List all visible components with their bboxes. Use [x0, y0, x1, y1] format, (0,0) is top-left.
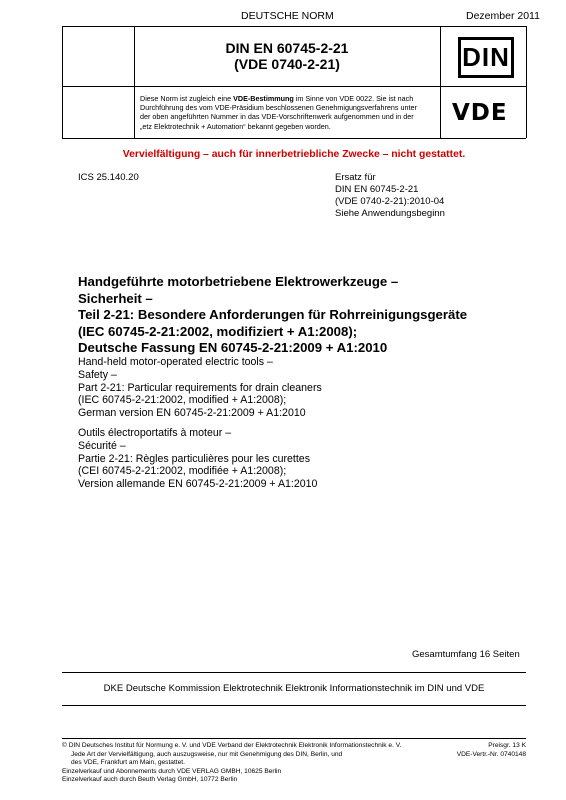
replacement-line-4: Siehe Anwendungsbeginn	[335, 208, 445, 219]
price-info	[440, 742, 526, 759]
sales-line-1: Einzelverkauf und Abonnements durch VDE VERLAG GMBH, 10625 Berlin	[62, 767, 282, 775]
title-en-line-2: Safety –	[78, 368, 117, 381]
document-type: DEUTSCHE NORM	[241, 10, 334, 22]
frame-top-rule	[62, 26, 526, 27]
title-de-line-3: Teil 2-21: Besondere Anforderungen für Rohrreinigungsgeräte	[78, 307, 468, 322]
dke-statement: DKE Deutsche Kommission Elektrotechnik Elektronik Informationstechnik im DIN und VDE	[103, 683, 485, 694]
vde-order-number: VDE-Vertr.-Nr. 0740148	[456, 750, 526, 758]
title-en-line-3: Part 2-21: Particular requirements for drain cleaners	[78, 381, 322, 394]
notice-line-3: der oben angeführten Nummer in das VDE-Vorschriftenwerk aufgenommen und in der	[140, 112, 414, 122]
dke-top-rule	[62, 672, 526, 673]
vde-logo: VDE	[452, 100, 508, 126]
publication-date: Dezember 2011	[466, 10, 540, 22]
replacement-line-1: Ersatz für	[335, 172, 376, 183]
title-fr-line-3: Partie 2-21: Règles particulières pour les curettes	[78, 452, 310, 465]
replacement-line-2: DIN EN 60745-2-21	[335, 184, 419, 195]
copyright-line-3: des VDE, Frankfurt am Main, gestattet.	[71, 759, 185, 767]
title-french	[78, 427, 317, 491]
title-en-line-5: German version EN 60745-2-21:2009 + A1:2010	[78, 407, 306, 420]
copyright-line-2: Jede Art der Vervielfältigung, auch auszugsweise, nur mit Genehmigung des DIN, Berlin, und	[71, 750, 343, 758]
notice-text-rest: im Sinne von VDE 0022. Sie ist nach	[293, 94, 414, 103]
title-german	[78, 274, 467, 357]
price-group: Preisgr. 13 K	[488, 742, 526, 749]
frame-rule-2	[62, 86, 526, 87]
frame-rule-3	[62, 138, 526, 139]
title-de-line-2: Sicherheit –	[78, 290, 153, 306]
title-fr-line-1: Outils électroportatifs à moteur –	[78, 427, 232, 439]
replacement-info	[335, 172, 445, 220]
notice-text-bold: VDE-Bestimmung	[233, 94, 294, 103]
reproduction-warning: Vervielfältigung – auch für innerbetriebliche Zwecke – nicht gestattet.	[122, 149, 466, 160]
din-logo-text: DIN	[462, 42, 510, 72]
copyright-notice	[62, 742, 401, 785]
notice-line-2: Durchführung des vom VDE-Präsidium beschlossenen Genehmigungsverfahrens unter	[140, 103, 417, 113]
notice-line-1	[140, 94, 436, 103]
title-de-line-4: (IEC 60745-2-21:2002, modifiziert + A1:2008);	[78, 323, 358, 339]
ics-code: ICS 25.140.20	[78, 172, 139, 183]
title-english	[78, 356, 322, 420]
copyright-line-1: © DIN Deutsches Institut für Normung e. V. und VDE Verband der Elektrotechnik Elektronik Informationstechnik e. V.	[62, 742, 402, 749]
notice-text-pre: Diese Norm ist zugleich eine	[140, 94, 234, 103]
frame-inner-right-rule	[440, 26, 441, 138]
title-de-line-5: Deutsche Fassung EN 60745-2-21:2009 + A1:2010	[78, 340, 388, 355]
dke-bottom-rule	[62, 705, 526, 706]
replacement-line-3: (VDE 0740-2-21):2010-04	[335, 196, 445, 207]
title-fr-line-2: Sécurité –	[78, 439, 126, 452]
standard-din-number: DIN EN 60745-2-21	[225, 40, 349, 56]
total-pages: Gesamtumfang 16 Seiten	[412, 649, 520, 660]
title-fr-line-4: (CEI 60745-2-21:2002, modifiée + A1:2008);	[78, 465, 287, 478]
title-en-line-1: Hand-held motor-operated electric tools –	[78, 356, 273, 368]
footer-top-rule	[62, 738, 526, 739]
title-en-line-4: (IEC 60745-2-21:2002, modified + A1:2008);	[78, 394, 287, 407]
din-logo	[458, 37, 514, 78]
frame-left-rule	[62, 26, 63, 138]
sales-line-2: Einzelverkauf auch durch Beuth Verlag GmbH, 10772 Berlin	[62, 776, 238, 784]
vde-notice	[140, 94, 436, 131]
standard-number	[134, 40, 440, 72]
frame-right-rule	[526, 26, 527, 138]
standard-vde-number: (VDE 0740-2-21)	[234, 56, 340, 72]
title-fr-line-5: Version allemande EN 60745-2-21:2009 + A1:2010	[78, 478, 318, 491]
notice-line-4: „etz Elektrotechnik + Automation“ bekannt gegeben worden.	[140, 121, 331, 131]
title-de-line-1: Handgeführte motorbetriebene Elektrowerkzeuge –	[78, 274, 399, 289]
